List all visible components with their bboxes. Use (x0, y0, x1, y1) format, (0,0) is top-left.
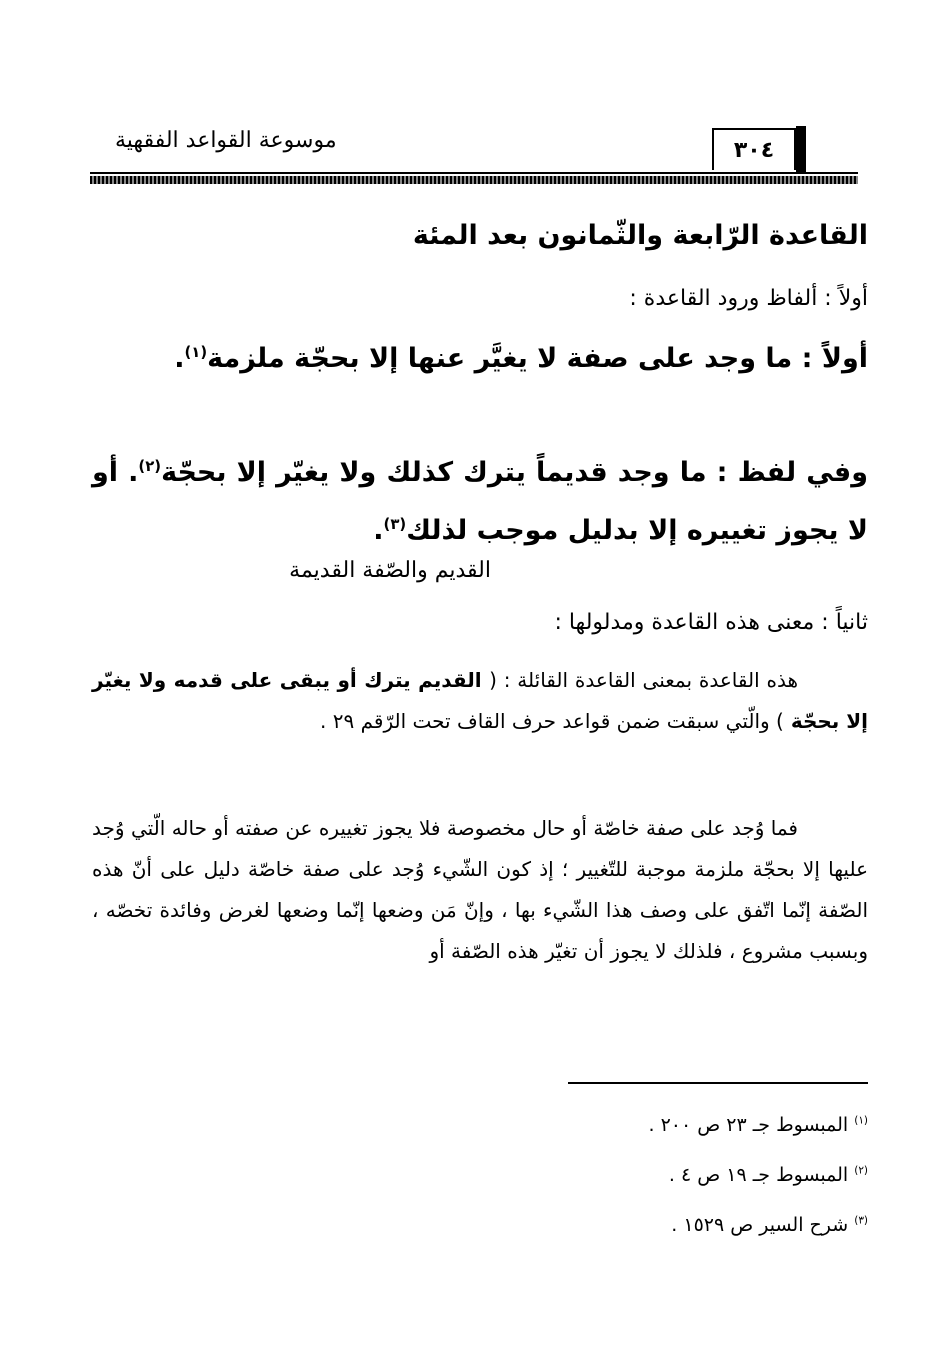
header-rule (90, 172, 858, 174)
wording-2-text-a: وفي لفظ : ما وجد قديماً يترك كذلك ولا يغيّر إلا بحجّة (161, 457, 868, 488)
subheading: القديم والصّفة القديمة (289, 558, 491, 583)
wording-2-end: . (373, 515, 384, 546)
p1-part2: ) والّتي سبقت ضمن قواعد حرف القاف تحت الرّقم ٢٩ . (320, 709, 784, 733)
wording-paragraph-1 (92, 330, 868, 388)
header-rule-patterned (90, 176, 858, 184)
footnote-mark: (١) (854, 1114, 868, 1127)
section-label-wordings: أولاً : ألفاظ ورود القاعدة : (629, 286, 868, 311)
footnote-item (92, 1150, 868, 1200)
footnote-rule (568, 1082, 868, 1084)
footnote-text: المبسوط جـ ١٩ ص ٤ . (668, 1164, 849, 1186)
wording-2-text-b: . أو لا يجوز تغييره إلا بدليل موجب لذلك (92, 457, 868, 546)
footnote-mark: (٢) (854, 1164, 868, 1177)
p2-text: فما وُجد على صفة خاصّة أو حال مخصوصة فلا يجوز تغييره عن صفته أو حاله الّتي وُجد عليها إلا بحجّة ملزمة موجبة للتّغيير ؛ إذ كون الشّيء وُجد على صفة خاصّة دليل على أنّ هذه الصّفة إنّما اتّفق على وصف هذا الشّيء بها ، وإنّ مَن وضعها إنّما وضعها لغرض وفائدة تخصّه ، وبسبب مشروع ، فلذلك لا يجوز أن تغيّر هذه الصّفة أو (92, 816, 868, 963)
footnote-ref-3[interactable]: (٣) (383, 515, 407, 533)
wording-paragraph-2 (92, 444, 868, 560)
running-header-title: موسوعة القواعد الفقهية (115, 128, 337, 153)
wording-1-end: . (174, 343, 185, 374)
page-number: ٣٠٤ (712, 128, 796, 170)
section-label-meaning: ثانياً : معنى هذه القاعدة ومدلولها : (554, 610, 868, 635)
footnote-mark: (٣) (854, 1214, 868, 1227)
footnote-ref-2[interactable]: (٢) (138, 457, 162, 475)
rule-title: القاعدة الرّابعة والثّمانون بعد المئة (412, 220, 868, 251)
footnote-ref-1[interactable]: (١) (184, 343, 208, 361)
meaning-paragraph-2 (92, 808, 868, 972)
p1-bold-rule: القديم يترك أو يبقى على قدمه ولا يغيّر إلا بحجّة (92, 668, 868, 733)
footnote-text: المبسوط جـ ٢٣ ص ٢٠٠ . (648, 1114, 849, 1136)
meaning-paragraph-1 (92, 660, 868, 742)
footnote-item (92, 1100, 868, 1150)
page-number-bar (796, 126, 806, 174)
footnotes (92, 1100, 868, 1250)
footnote-item (92, 1200, 868, 1250)
footnote-text: شرح السير ص ١٥٢٩ . (671, 1214, 849, 1236)
wording-1-text: أولاً : ما وجد على صفة لا يغيَّر عنها إلا بحجّة ملزمة (207, 343, 868, 374)
p1-part1: هذه القاعدة بمعنى القاعدة القائلة : ( (489, 668, 798, 692)
